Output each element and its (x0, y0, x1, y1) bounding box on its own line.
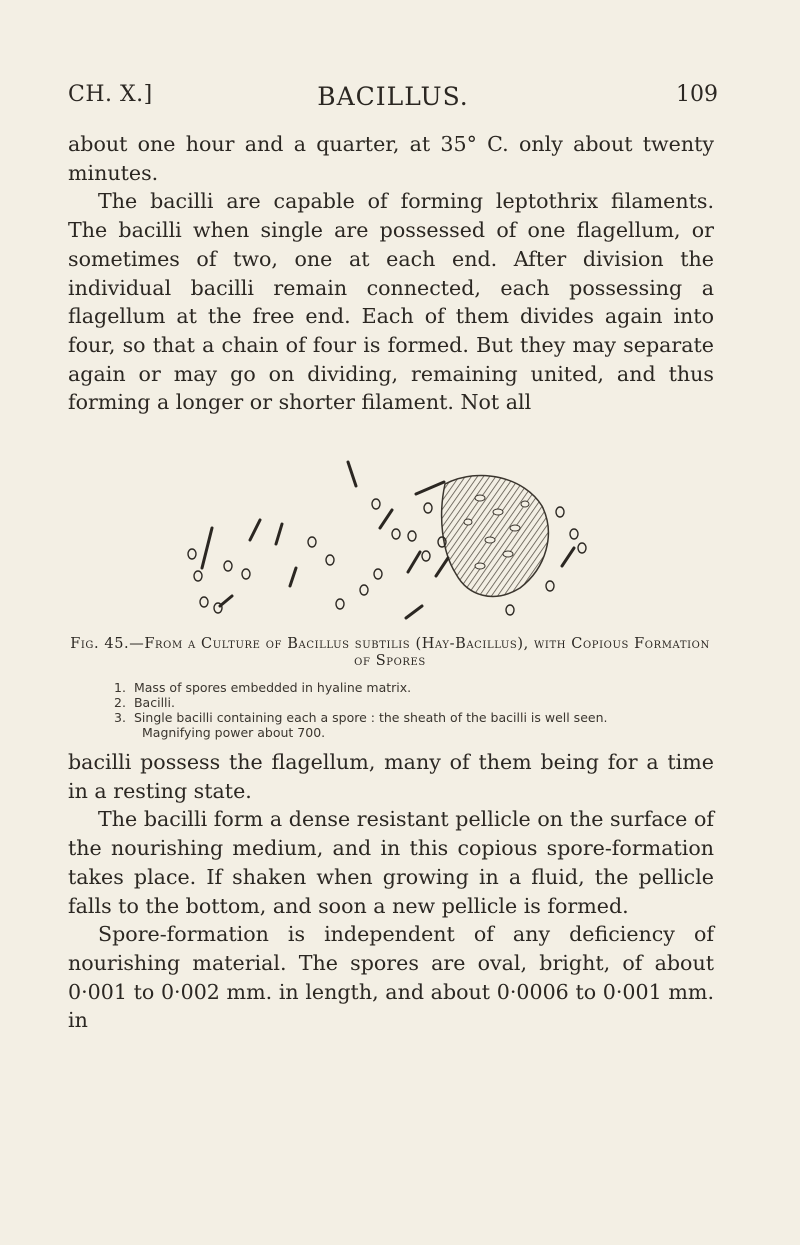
spore-mass (442, 475, 549, 596)
legend-item (70, 710, 710, 740)
paragraph: bacilli possess the flagellum, many of them being for a time in a resting state. (68, 750, 714, 803)
legend-number: 1. (114, 680, 126, 695)
legend-item (70, 695, 710, 710)
caption-title: Fig. 45.—From a Culture of Bacillus subtilis (Hay-Bacillus), with Copious Formation of Spores (70, 636, 710, 669)
legend-item (70, 680, 710, 695)
legend-text: Single bacilli containing each a spore : the sheath of the bacilli is well seen. (133, 710, 608, 725)
paragraph: Spore-formation is independent of any deficiency of nourishing material. The spores are oval, bright, of about 0·001 to 0·002 mm. in length, and about 0·0006 to 0·001 mm. in (68, 922, 714, 1033)
paragraph: about one hour and a quarter, at 35° C. only about twenty minutes. (68, 132, 714, 185)
legend-text: Bacilli. (133, 695, 175, 710)
chapter-label: CH. X.] (68, 82, 153, 107)
legend-number: 2. (114, 695, 126, 710)
body-text-top (68, 130, 714, 417)
paragraph: The bacilli form a dense resistant pellicle on the surface of the nourishing medium, and in this copious spore-formation takes place. If shaken when growing in a fluid, the pellicle falls to the bottom, and soon a new pellicle is formed. (68, 807, 714, 918)
body-text-bottom (68, 748, 714, 1035)
legend-text: Mass of spores embedded in hyaline matrix. (133, 680, 412, 695)
legend-continuation: Magnifying power about 700. (142, 725, 326, 740)
running-title: BACILLUS. (317, 82, 469, 111)
legend-number: 3. (114, 710, 126, 725)
running-header (68, 82, 718, 122)
bacillus-figure (180, 456, 600, 628)
figure-caption (70, 636, 710, 740)
page-number: 109 (676, 82, 718, 107)
paragraph: The bacilli are capable of forming leptothrix filaments. The bacilli when single are possessed of one flagellum, or sometimes of two, one at each end. After division the individual bacilli remain connected, each possessing a flagellum at the free end. Each of them divides again into four, so that a chain of four is formed. But they may separate again or may go on dividing, remaining united, and thus forming a longer or shorter filament. Not all (68, 189, 714, 415)
figure-legend (70, 680, 710, 740)
